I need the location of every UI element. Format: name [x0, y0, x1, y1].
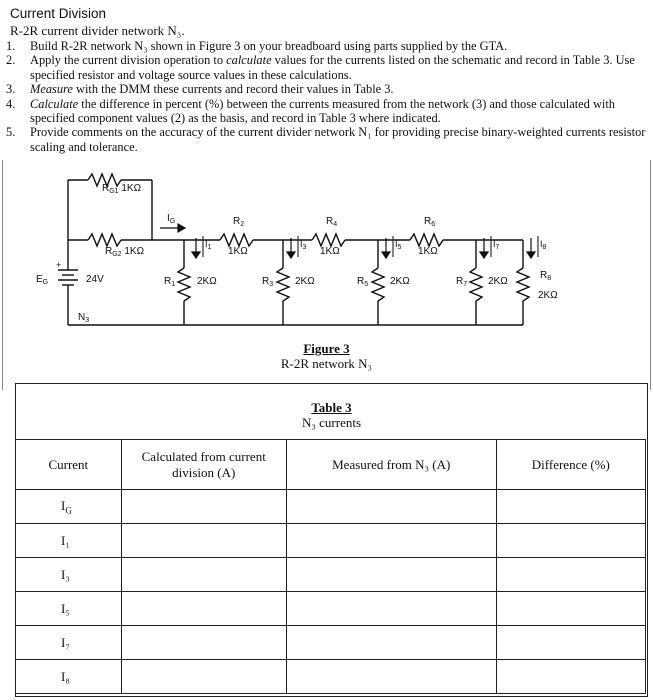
source-plus: + — [56, 260, 62, 270]
i8-label: $I_8$ — [540, 239, 547, 251]
measured-cell[interactable] — [286, 592, 496, 626]
table-subtitle: N₃ currents — [301, 415, 362, 430]
step-3: 3. Measure with the DMM these currents and record their values in Table 3. — [6, 82, 394, 97]
table-row — [16, 524, 646, 558]
calculated-cell[interactable] — [121, 592, 286, 626]
rg2-resistor — [88, 234, 121, 246]
r4-resistor — [312, 234, 345, 246]
row-label-i8: I₈ — [16, 660, 122, 694]
r7-name: $R_7$ — [456, 276, 468, 288]
table-row — [16, 558, 646, 592]
calculated-cell[interactable] — [121, 524, 286, 558]
r7-value: 2KΩ — [488, 276, 508, 287]
calculated-cell[interactable] — [121, 660, 286, 694]
row-label-i7: I₇ — [16, 626, 122, 660]
header-row — [16, 440, 646, 490]
r8-name: $R_8$ — [540, 270, 552, 282]
measured-cell[interactable] — [286, 660, 496, 694]
rg1-label: $R_{G1}$ 1KΩ — [102, 183, 142, 195]
calculated-cell[interactable] — [121, 490, 286, 524]
i1-label: $I_1$ — [205, 239, 212, 251]
row-label-i3: I₃ — [16, 558, 122, 592]
ig-arrow — [160, 224, 185, 232]
r3-value: 2KΩ — [295, 276, 315, 287]
difference-cell[interactable] — [496, 626, 645, 660]
r1-name: $R_1$ — [164, 276, 176, 288]
source-voltage: 24V — [86, 274, 104, 285]
source-label: $E_G$ — [36, 274, 49, 286]
r4-name: $R_4$ — [326, 216, 338, 228]
r6-resistor — [410, 234, 443, 246]
r4-value: 1KΩ — [320, 246, 340, 257]
figure-caption: R-2R network N₃ — [280, 356, 373, 371]
table-title: Table 3 — [311, 400, 352, 415]
r5-value: 2KΩ — [390, 276, 410, 287]
measured-cell[interactable] — [286, 490, 496, 524]
measured-cell[interactable] — [286, 524, 496, 558]
results-table — [15, 383, 648, 697]
step-2: 2. Apply the current division operation to calculate values for the currents listed on the schematic and record in Table 3. Use specified resistor and voltage source values in these calculations. — [6, 53, 635, 82]
r2-name: $R_2$ — [233, 216, 245, 228]
i8-arrow — [527, 236, 538, 258]
header-difference: Difference (%) — [496, 440, 645, 490]
header-current: Current — [16, 440, 122, 490]
table-row — [16, 592, 646, 626]
section-subheading: R-2R current divider network N₃. — [10, 23, 185, 38]
difference-cell[interactable] — [496, 660, 645, 694]
step-1: 1. Build R-2R network N₃ shown in Figure 3 on your breadboard using parts supplied by the GTA. — [6, 39, 508, 53]
step-4: 4. Calculate the difference in percent (%) between the currents measured from the network (3) and those calculated with specified component values (2) as the basis, and record in Table 3 where indicated. — [6, 96, 616, 126]
table-row — [16, 626, 646, 660]
difference-cell[interactable] — [496, 592, 645, 626]
i7-label: $I_7$ — [493, 239, 500, 251]
r1-resistor — [178, 240, 190, 325]
difference-cell[interactable] — [496, 558, 645, 592]
r5-name: $R_5$ — [357, 276, 369, 288]
header-measured: Measured from N₃ (A) — [286, 440, 496, 490]
i5-label: $I_5$ — [395, 239, 402, 251]
section-heading: Current Division — [10, 6, 107, 21]
difference-cell[interactable] — [496, 490, 645, 524]
measured-cell[interactable] — [286, 626, 496, 660]
header-calculated: Calculated from current division (A) — [121, 440, 286, 490]
ig-label: $I_G$ — [167, 213, 176, 225]
network-label: $N_3$ — [78, 312, 90, 324]
r6-value: 1KΩ — [418, 246, 438, 257]
r8-value: 2KΩ — [538, 290, 558, 301]
row-label-ig: $I_G$ — [16, 490, 122, 524]
rg2-label: $R_{G2}$ 1KΩ — [105, 246, 145, 258]
r2-resistor — [220, 234, 253, 246]
calculated-cell[interactable] — [121, 558, 286, 592]
table-row — [16, 490, 646, 524]
r6-name: $R_6$ — [424, 216, 436, 228]
step-5: 5. Provide comments on the accuracy of the current divider network N₁ for providing precise binary-weighted currents resistor scaling and tolerance. — [6, 125, 646, 154]
table-row — [16, 660, 646, 694]
calculated-cell[interactable] — [121, 626, 286, 660]
r3-name: $R_3$ — [262, 276, 274, 288]
row-label-i1: I₁ — [16, 524, 122, 558]
i3-label: $I_3$ — [300, 239, 307, 251]
difference-cell[interactable] — [496, 524, 645, 558]
r2-value: 1KΩ — [228, 246, 248, 257]
figure-title: Figure 3 — [303, 341, 350, 356]
results-grid — [15, 439, 646, 694]
measured-cell[interactable] — [286, 558, 496, 592]
row-label-i5: I₅ — [16, 592, 122, 626]
r1-value: 2KΩ — [197, 276, 217, 287]
